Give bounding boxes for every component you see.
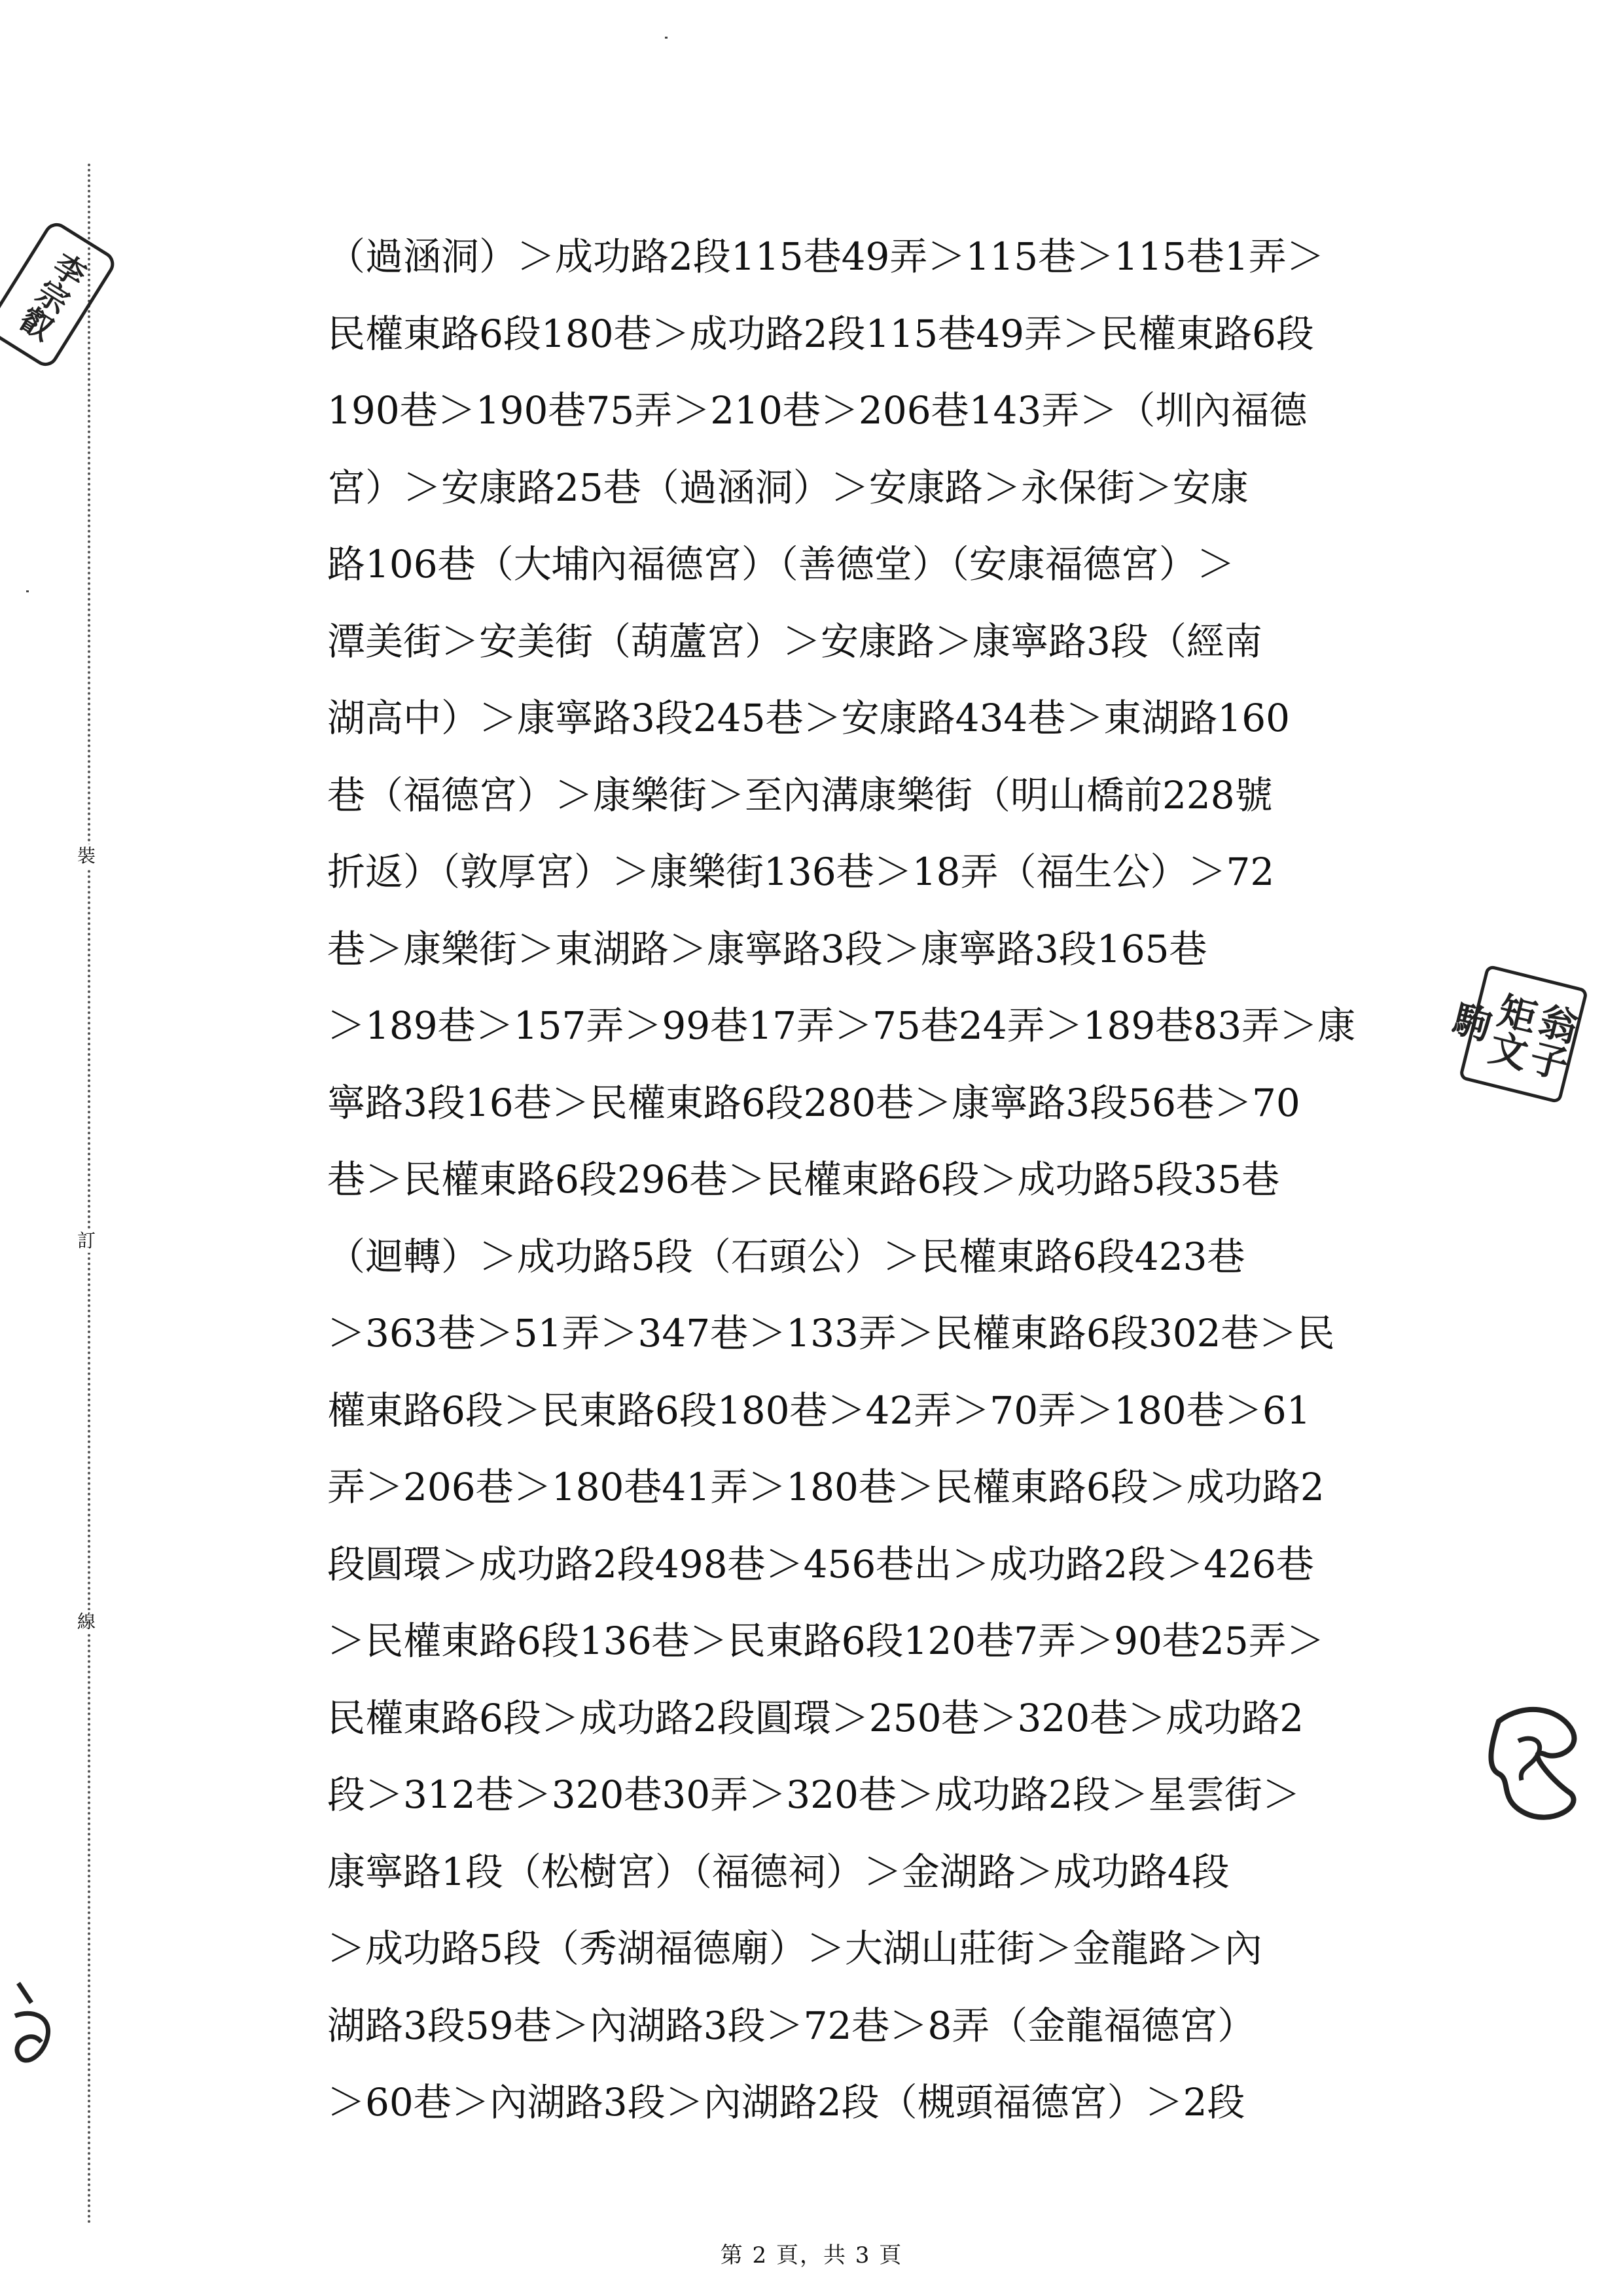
text-line: 巷＞康樂街＞東湖路＞康寧路3段＞康寧路3段165巷 [327,926,1207,971]
personal-seal-stamp-right: 翁子矩文駒 [1459,964,1589,1103]
text-line: 宮）＞安康路25巷（過涵洞）＞安康路＞永保街＞安康 [327,465,1249,510]
text-line: 段＞312巷＞320巷30弄＞320巷＞成功路2段＞星雲街＞ [327,1772,1300,1817]
partial-seal-mark-right [1486,1702,1584,1826]
text-line: 190巷＞190巷75弄＞210巷＞206巷143弄＞（圳內福德 [327,388,1308,433]
text-line: （過涵洞）＞成功路2段115巷49弄＞115巷＞115巷1弄＞ [327,234,1325,279]
text-line: 湖路3段59巷＞內湖路3段＞72巷＞8弄（金龍福德宮） [327,2003,1256,2048]
binding-label-xian: 線 [77,1611,96,1632]
route-description-text [327,219,1440,2142]
text-line: ＞民權東路6段136巷＞民東路6段120巷7弄＞90巷25弄＞ [327,1619,1325,1663]
text-line: 寧路3段16巷＞民權東路6段280巷＞康寧路3段56巷＞70 [327,1080,1300,1125]
text-line: 權東路6段＞民東路6段180巷＞42弄＞70弄＞180巷＞61 [327,1388,1311,1433]
text-line: 巷（福德宮）＞康樂街＞至內溝康樂街（明山橋前228號 [327,772,1273,817]
page-number-footer: 第 2 頁，共 3 頁 [720,2242,903,2269]
text-line: 潭美街＞安美街（葫蘆宮）＞安康路＞康寧路3段（經南 [327,619,1262,664]
text-line: ＞60巷＞內湖路3段＞內湖路2段（槻頭福德宮）＞2段 [327,2080,1245,2125]
binding-dotted-line [88,164,90,2225]
binding-label-ding: 訂 [77,1230,96,1251]
text-line: 路106巷（大埔內福德宮）（善德堂）（安康福德宮）＞ [327,542,1235,586]
text-line: （迴轉）＞成功路5段（石頭公）＞民權東路6段423巷 [327,1234,1245,1279]
text-line: 湖高中）＞康寧路3段245巷＞安康路434巷＞東湖路160 [327,696,1291,740]
text-line: ＞363巷＞51弄＞347巷＞133弄＞民權東路6段302巷＞民 [327,1311,1335,1355]
text-line: 折返）（敦厚宮）＞康樂街136巷＞18弄（福生公）＞72 [327,850,1275,894]
scan-speck [665,37,668,39]
text-line: ＞189巷＞157弄＞99巷17弄＞75巷24弄＞189巷83弄＞康 [327,1003,1356,1048]
text-line: ＞成功路5段（秀湖福德廟）＞大湖山莊街＞金龍路＞內 [327,1926,1262,1971]
binding-label-zhuang: 裝 [77,845,96,867]
text-line: 民權東路6段＞成功路2段圓環＞250巷＞320巷＞成功路2 [327,1695,1304,1740]
scan-speck [26,590,29,592]
text-line: 民權東路6段180巷＞成功路2段115巷49弄＞民權東路6段 [327,311,1314,356]
personal-seal-stamp-left: 李宗叡 [0,218,119,370]
text-line: 段圓環＞成功路2段498巷＞456巷出＞成功路2段＞426巷 [327,1541,1314,1587]
text-line: 弄＞206巷＞180巷41弄＞180巷＞民權東路6段＞成功路2 [327,1465,1325,1509]
text-line: 巷＞民權東路6段296巷＞民權東路6段＞成功路5段35巷 [327,1157,1280,1202]
text-line: 康寧路1段（松樹宮）（福德祠）＞金湖路＞成功路4段 [327,1849,1230,1894]
partial-seal-mark-left [12,1977,58,2075]
